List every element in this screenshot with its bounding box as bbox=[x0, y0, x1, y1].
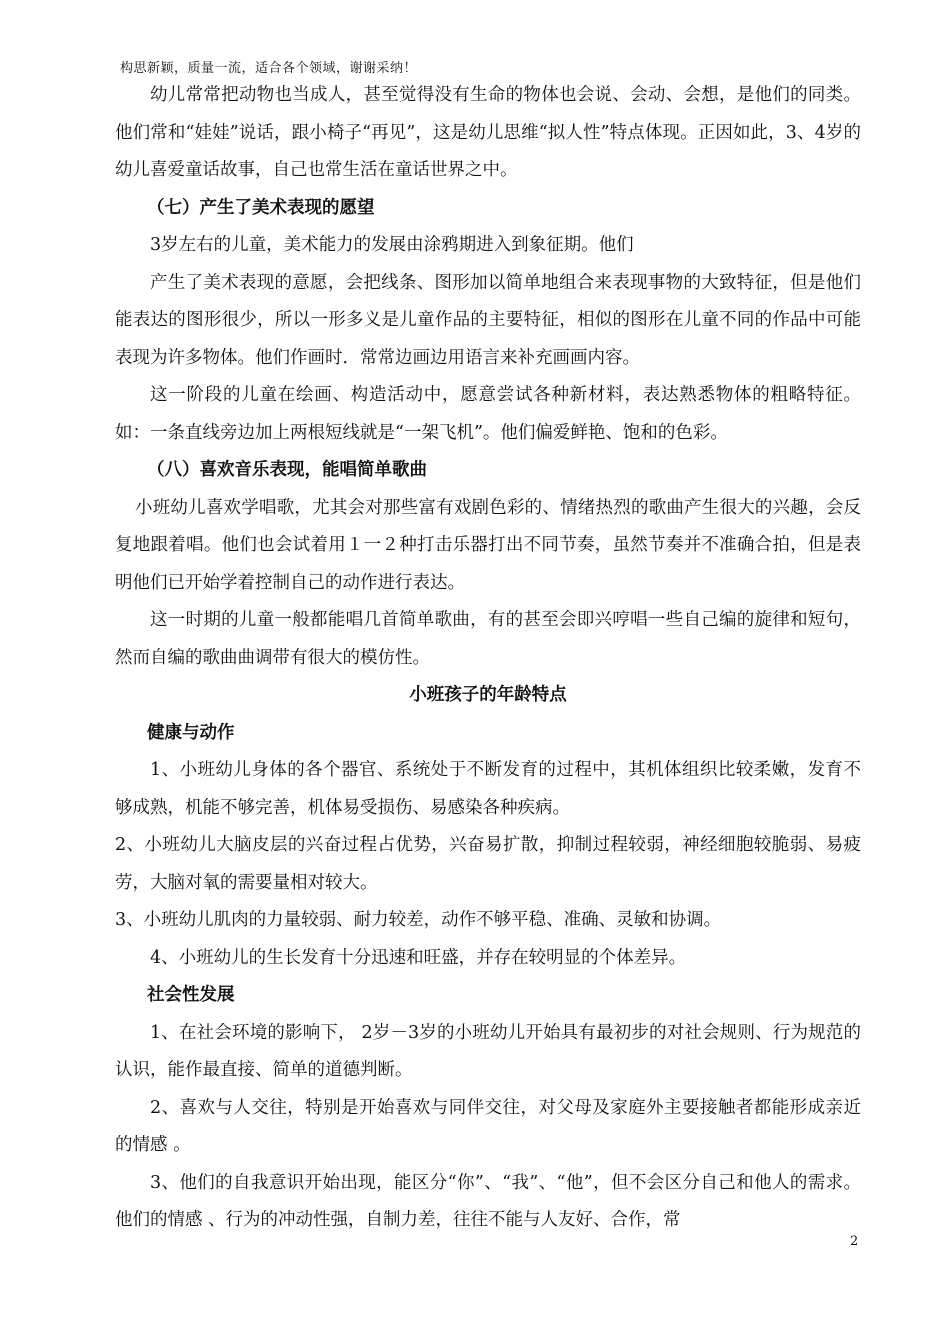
list-item: 4、小班幼儿的生长发育十分迅速和旺盛，并存在较明显的个体差异。 bbox=[150, 947, 687, 968]
paragraph: 这一时期的儿童一般都能唱几首简单歌曲，有的甚至会即兴哼唱一些自己编的旋律和短句，然而自编的歌曲曲调带有很大的模仿性。 bbox=[115, 610, 861, 668]
list-item: 3、小班幼儿肌肉的力量较弱、耐力较差，动作不够平稳、准确、灵敏和协调。 bbox=[115, 910, 722, 930]
paragraph: 产生了美术表现的意愿，会把线条、图形加以简单地组合来表现事物的大致特征，但是他们能表达的图形很少，所以一形多义是儿童作品的主要特征，相似的图形在儿童不同的作品中可能表现为许多物体。他们作画时．常常边画边用语言来补充画画内容。 bbox=[115, 272, 861, 368]
paragraph: 这一阶段的儿童在绘画、构造活动中，愿意尝试各种新材料，表达熟悉物体的粗略特征。如：一条直线旁边加上两根短线就是“一架飞机”。他们偏爱鲜艳、饱和的色彩。 bbox=[115, 385, 861, 443]
section-heading: （八）喜欢音乐表现，能唱简单歌曲 bbox=[147, 460, 427, 480]
article-title: 小班孩子的年龄特点 bbox=[409, 685, 567, 705]
paragraph: 幼儿常常把动物也当成人，甚至觉得没有生命的物体也会说、会动、会想，是他们的同类。他们常和“娃娃”说话，跟小椅子“再见”，这是幼儿思维“拟人性”特点体现。正因如此，3、4岁的幼儿喜爱童话故事，自己也常生活在童话世界之中。 bbox=[115, 85, 861, 180]
list-item: 1、小班幼儿身体的各个器官、系统处于不断发育的过程中，其机体组织比较柔嫩，发育不够成熟，机能不够完善，机体易受损伤、易感染各种疾病。 bbox=[115, 760, 861, 818]
list-item: 2、喜欢与人交往，特别是开始喜欢与同伴交往，对父母及家庭外主要接触者都能形成亲近的情感 。 bbox=[115, 1097, 861, 1155]
paragraph: 小班幼儿喜欢学唱歌，尤其会对那些富有戏剧色彩的、情绪热烈的歌曲产生很大的兴趣，会反复地跟着唱。他们也会试着用１一２种打击乐器打出不同节奏，虽然节奏并不准确合拍，但是表明他们已开始学着控制自己的动作进行表达。 bbox=[115, 497, 861, 593]
page-number: 2 bbox=[850, 1234, 859, 1249]
section-heading: 健康与动作 bbox=[147, 722, 235, 743]
list-item: 1、在社会环境的影响下， 2岁－3岁的小班幼儿开始具有最初步的对社会规则、行为规范的认识，能作最直接、简单的道德判断。 bbox=[115, 1022, 861, 1080]
document-body bbox=[115, 77, 861, 1240]
list-item: 3、他们的自我意识开始出现，能区分“你”、“我”、“他”，但不会区分自己和他人的需求。他们的情感 、行为的冲动性强，自制力差，往往不能与人友好、合作，常 bbox=[115, 1172, 861, 1230]
list-item: 2、小班幼儿大脑皮层的兴奋过程占优势，兴奋易扩散，抑制过程较弱，神经细胞较脆弱、易疲劳，大脑对氧的需要量相对较大。 bbox=[115, 835, 861, 893]
section-heading: 社会性发展 bbox=[147, 985, 235, 1005]
page-header: 构思新颖，质量一流，适合各个领域，谢谢采纳！ bbox=[120, 61, 418, 76]
section-heading: （七）产生了美术表现的愿望 bbox=[147, 197, 375, 218]
paragraph: 3岁左右的儿童，美术能力的发展由涂鸦期进入到象征期。他们 bbox=[150, 235, 634, 255]
